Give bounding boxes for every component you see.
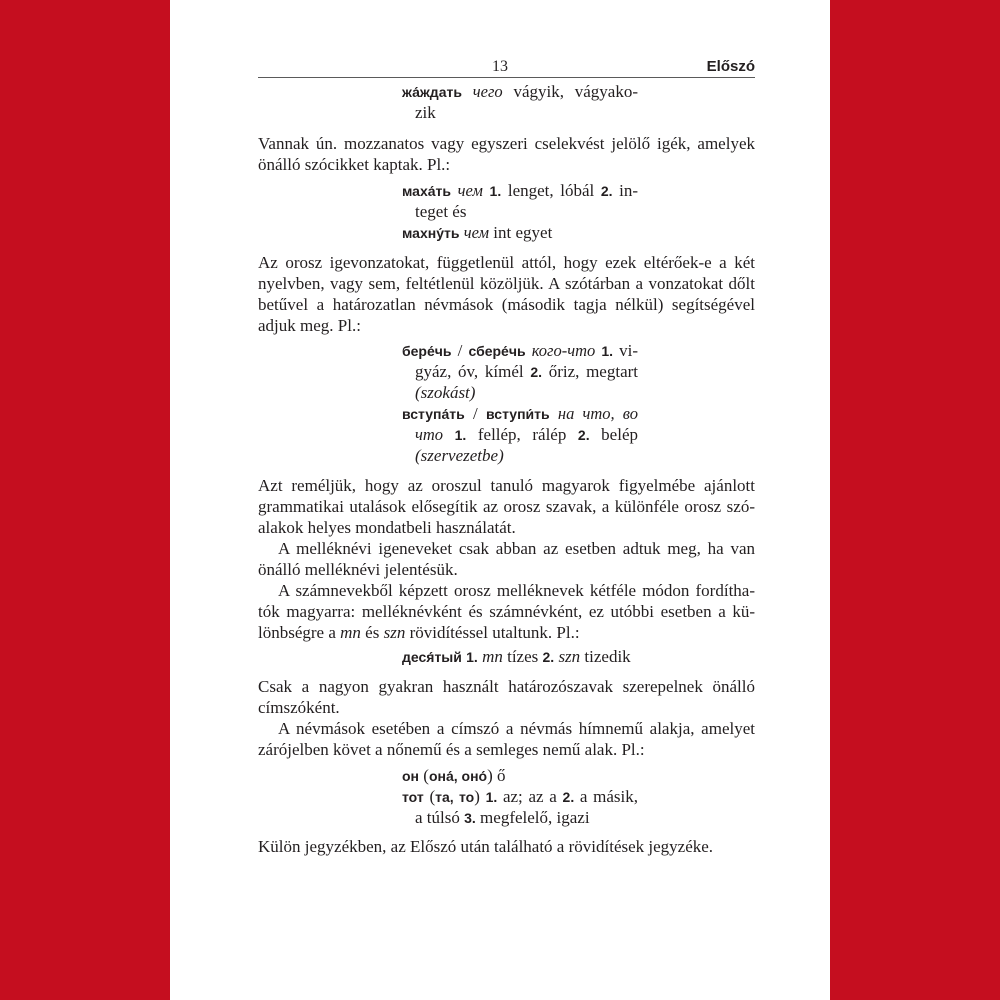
paragraph-line: adjuk meg. Pl.:: [258, 316, 361, 335]
sense-number: 1.: [485, 789, 498, 805]
sense-text: a túlsó: [415, 808, 460, 827]
paragraph: [258, 475, 755, 538]
government: что: [415, 425, 444, 444]
paragraph: [258, 676, 755, 718]
sense-number: 1.: [601, 343, 614, 359]
sense-text: vi-: [619, 341, 639, 360]
paren-open: (: [429, 787, 436, 806]
section-title: Előszó: [706, 58, 755, 75]
entry-line: [402, 201, 638, 222]
sense-number: 2.: [542, 649, 555, 665]
sense-text: lenget, lóbál: [507, 181, 595, 200]
entry-line: [402, 646, 638, 667]
paragraph: [258, 252, 755, 336]
paragraph-line: Vannak ún. mozzanatos vagy egyszeri cselekvést jelölő igék, amelyek: [258, 134, 755, 153]
headword: вступа́ть: [402, 406, 465, 422]
sense-number: 3.: [464, 810, 476, 826]
paragraph-line: tók magyarra: melléknévként és számnévként, ez utóbbi esetben a kü-: [258, 602, 755, 621]
meaning: vágyik, vágyako-: [513, 82, 638, 101]
sense-text: az; az a: [502, 787, 557, 806]
aspect-separator: /: [473, 404, 478, 423]
meaning: ő: [497, 766, 506, 785]
paragraph: [258, 836, 755, 857]
sense-text: teget és: [415, 202, 467, 221]
paragraph-line: Azt reméljük, hogy az oroszul tanuló magyarok figyelmébe ajánlott: [258, 476, 755, 495]
entry-line: [402, 340, 638, 361]
entry-line: [402, 445, 638, 466]
paragraph-line: grammatikai utalások elősegítik az orosz szavak, a különféle orosz szó-: [258, 497, 755, 516]
sense-text: tízes: [507, 647, 539, 666]
paragraph-line: betűvel a határozatlan névmások (második tagja nélkül) segítségével: [258, 295, 755, 314]
entry-line: [402, 222, 638, 243]
paragraph-line: önálló melléknévi jelentésük.: [258, 560, 458, 579]
abbreviation: mn: [340, 623, 361, 642]
sense-note: (szervezetbe): [415, 446, 504, 465]
headword: махну́ть: [402, 225, 460, 241]
sense-note: (szokást): [415, 383, 476, 402]
headword: жа́ждать: [402, 84, 462, 100]
paragraph: [258, 580, 755, 643]
gender-forms: та, то: [435, 789, 475, 805]
sense-number: 1.: [466, 649, 478, 665]
sense-text: gyáz, óv, kímél: [415, 362, 524, 381]
sense-text: a másik,: [579, 787, 639, 806]
government: кого-что: [531, 341, 596, 360]
entry-line: [402, 807, 638, 828]
entry-line: [402, 361, 638, 382]
paragraph-line: alakok helyes mondatbeli használatát.: [258, 518, 516, 537]
dictionary-entry-desyatyj: [402, 646, 638, 667]
paragraph: [258, 538, 755, 580]
sense-number: 1.: [489, 183, 502, 199]
entry-line: [402, 180, 638, 201]
abbreviation: szn: [383, 623, 406, 642]
paragraph: [258, 133, 755, 175]
running-header: [258, 56, 755, 78]
sense-number: 1.: [454, 427, 467, 443]
sense-text: tizedik: [584, 647, 631, 666]
header-rule: [258, 77, 755, 78]
entry-line: [402, 382, 638, 403]
paragraph-line: nyelvben, vagy sem, feltétlenül közöljük. A szótárban a vonzatokat dőlt: [258, 274, 755, 293]
paragraph-line: önálló szócikket kaptak. Pl.:: [258, 155, 451, 174]
sense-label: szn: [558, 647, 581, 666]
paragraph-line: Az orosz igevonzatokat, függetlenül attól, hogy ezek eltérőek-e a két: [258, 253, 755, 272]
paragraph-line: A melléknévi igeneveket csak abban az esetben adtuk meg, ha van: [278, 539, 755, 558]
entry-line: [402, 786, 638, 807]
entry-line: [402, 765, 638, 786]
government: чего: [472, 82, 503, 101]
government: чем: [463, 223, 490, 242]
text-run: és: [365, 623, 380, 642]
sense-text: fellép, rálép: [477, 425, 567, 444]
sense-number: 2.: [600, 183, 613, 199]
government: на что, во: [557, 404, 638, 423]
entry-line: [402, 403, 638, 424]
headword: тот: [402, 789, 424, 805]
headword: он: [402, 768, 420, 784]
sense-text: in-: [619, 181, 639, 200]
paragraph-line: Csak a nagyon gyakran használt határozószavak szerepelnek önálló: [258, 677, 755, 696]
government: чем: [457, 181, 483, 200]
paragraph-line: A számnevekből képzett orosz melléknevek kétféle módon fordítha-: [278, 581, 755, 600]
sense-number: 2.: [562, 789, 575, 805]
text-run: lönbségre a: [258, 623, 336, 642]
meaning: zik: [415, 103, 436, 122]
paren-close: ): [474, 787, 480, 806]
paragraph-line: A névmások esetében a címszó a névmás hímnemű alakja, amelyet: [278, 719, 755, 738]
headword: деся́тый: [402, 649, 462, 665]
dictionary-entry-zhazhdat: [402, 81, 638, 123]
entry-line: [402, 81, 638, 102]
headword: бере́чь: [402, 343, 452, 359]
text-run: rövidítéssel utaltunk. Pl.:: [409, 623, 580, 642]
paragraph-line: [258, 622, 755, 643]
page-content: [258, 81, 755, 857]
sense-label: mn: [482, 647, 503, 666]
sense-text: belép: [601, 425, 638, 444]
paragraph-line: címszóként.: [258, 698, 340, 717]
book-page: [170, 0, 830, 1000]
page-number: 13: [492, 58, 508, 75]
paragraph: [258, 718, 755, 760]
sense-number: 2.: [530, 364, 542, 380]
paren-close: ): [487, 766, 493, 785]
sense-text: őriz, megtart: [548, 362, 639, 381]
headword-perfective: сбере́чь: [468, 343, 526, 359]
gender-forms: она́, оно́: [428, 768, 488, 784]
entry-line: [402, 424, 638, 445]
paragraph-line: Külön jegyzékben, az Előszó után található a rövidítések jegyzéke.: [258, 837, 714, 856]
entry-line: [402, 102, 638, 123]
meaning: int egyet: [493, 223, 553, 242]
headword-perfective: вступи́ть: [486, 406, 550, 422]
headword: маха́ть: [402, 183, 451, 199]
sense-number: 2.: [577, 427, 590, 443]
paragraph-line: zárójelben követ a nőnemű és a semleges nemű alak. Pl.:: [258, 740, 645, 759]
sense-text: megfelelő, igazi: [480, 808, 590, 827]
aspect-separator: /: [457, 341, 463, 360]
paren-open: (: [423, 766, 429, 785]
dictionary-entry-on-tot: [402, 765, 638, 828]
dictionary-entry-mahat: [402, 180, 638, 243]
dictionary-entry-berech-vstupat: [402, 340, 638, 466]
